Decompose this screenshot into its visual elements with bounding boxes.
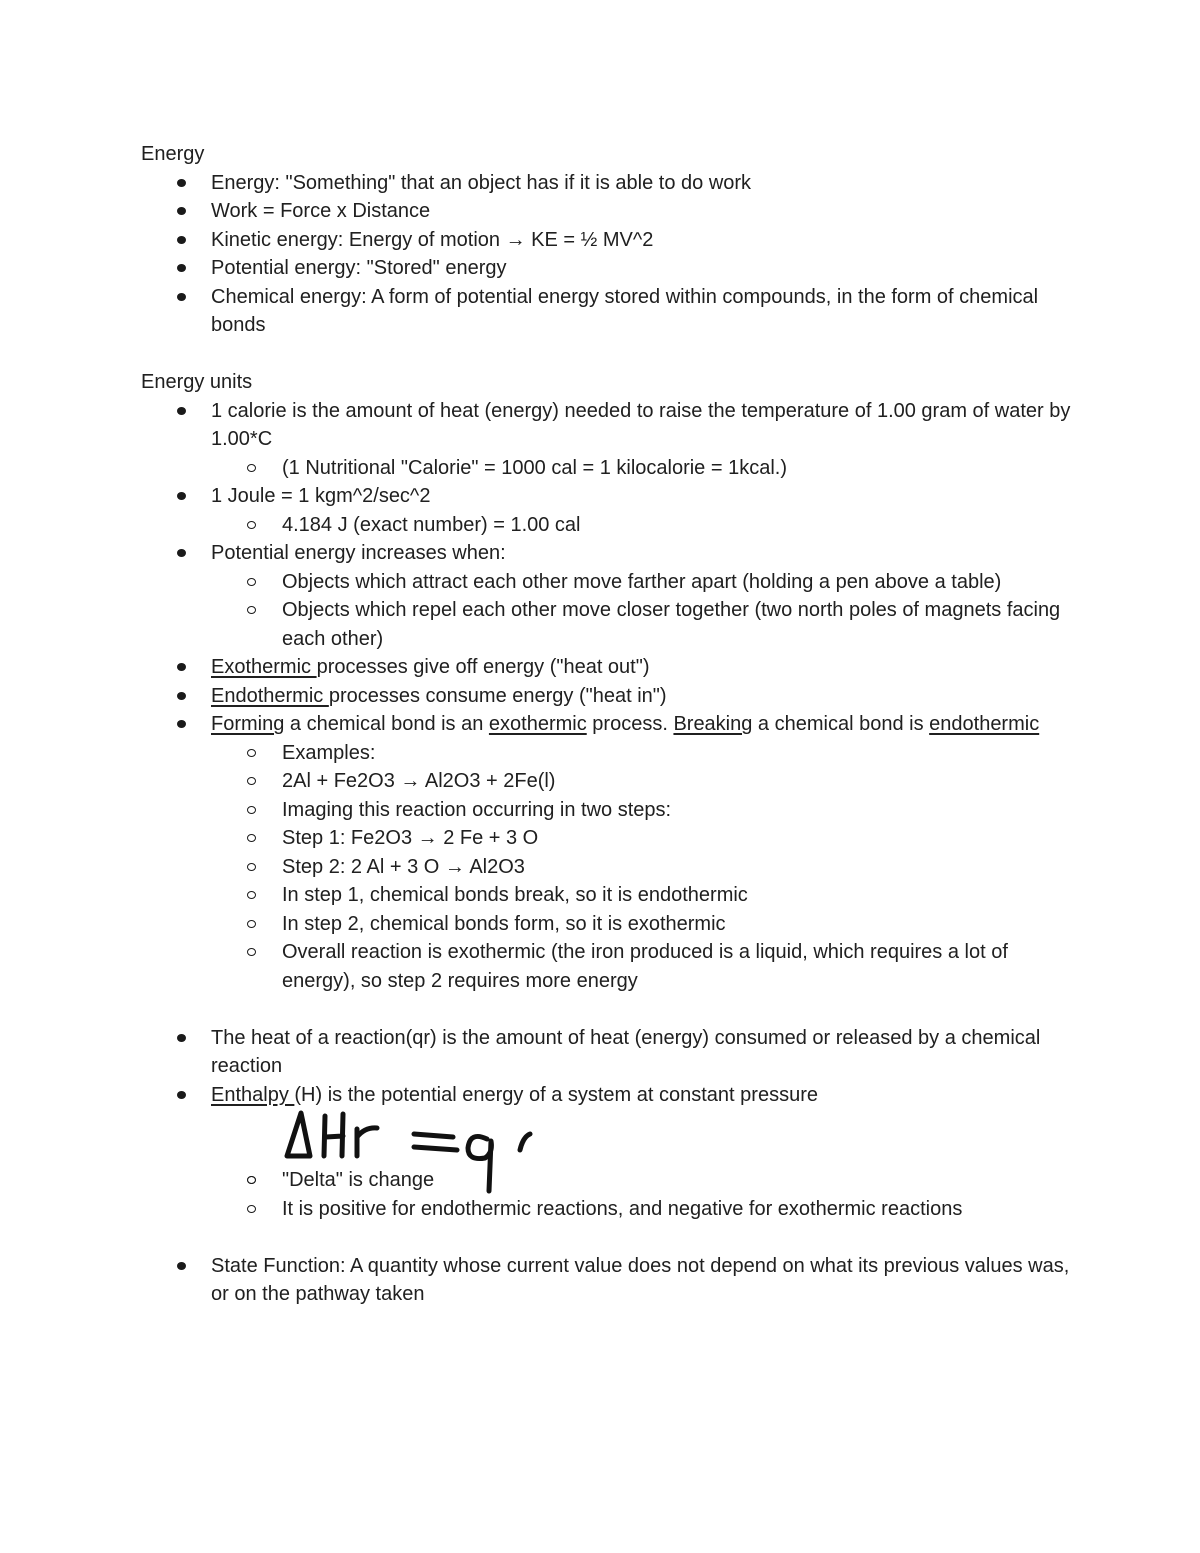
circle-bullet-icon <box>247 1176 256 1184</box>
sub-list-item: In step 2, chemical bonds form, so it is exothermic <box>141 910 1071 939</box>
circle-bullet-icon <box>247 521 256 529</box>
bullet-icon <box>177 179 186 187</box>
sub-list-item: Objects which repel each other move closer together (two north poles of magnets facing each other) <box>141 596 1071 653</box>
sub-list-item: 2Al + Fe2O3 → Al2O3 + 2Fe(l) <box>141 767 1071 796</box>
spacer <box>141 1223 1071 1252</box>
sub-list-item: It is positive for endothermic reactions, and negative for exothermic reactions <box>141 1195 1071 1224</box>
list-item: 1 calorie is the amount of heat (energy) needed to raise the temperature of 1.00 gram of water by 1.00*C <box>141 397 1071 454</box>
list-item: Potential energy increases when: <box>141 539 1071 568</box>
spacer <box>141 340 1071 369</box>
section-heading-energy: Energy <box>141 143 205 165</box>
bullet-icon <box>177 720 186 728</box>
circle-bullet-icon <box>247 920 256 928</box>
list-item: 1 Joule = 1 kgm^2/sec^2 <box>141 482 1071 511</box>
circle-bullet-icon <box>247 948 256 956</box>
sub-list-item: Step 1: Fe2O3 → 2 Fe + 3 O <box>141 824 1071 853</box>
underlined-term: Exothermic <box>211 656 317 678</box>
bullet-icon <box>177 264 186 272</box>
bullet-icon <box>177 207 186 215</box>
bullet-icon <box>177 549 186 557</box>
bullet-icon <box>177 663 186 671</box>
list-item: Potential energy: "Stored" energy <box>141 254 1071 283</box>
list-item: Forming a chemical bond is an exothermic process. Breaking a chemical bond is endothermic <box>141 710 1071 739</box>
sub-list-item: Step 2: 2 Al + 3 O → Al2O3 <box>141 853 1071 882</box>
underlined-term: Breaking <box>673 713 753 735</box>
circle-bullet-icon <box>247 1205 256 1213</box>
sub-list-item: 4.184 J (exact number) = 1.00 cal <box>141 511 1071 540</box>
underlined-term: endothermic <box>929 713 1040 735</box>
sub-list-item: (1 Nutritional "Calorie" = 1000 cal = 1 kilocalorie = 1kcal.) <box>141 454 1071 483</box>
underlined-term: Endothermic <box>211 684 329 707</box>
bullet-icon <box>177 1091 186 1099</box>
circle-bullet-icon <box>247 777 256 785</box>
list-item: Chemical energy: A form of potential energy stored within compounds, in the form of chemical bonds <box>141 283 1071 340</box>
list-item: Exothermic processes give off energy ("heat out") <box>141 653 1071 682</box>
list-item: The heat of a reaction(qr) is the amount of heat (energy) consumed or released by a chemical reaction <box>141 1024 1071 1081</box>
spacer <box>141 995 1071 1024</box>
circle-bullet-icon <box>247 578 256 586</box>
section-heading-energy-units: Energy units <box>141 371 253 393</box>
bullet-icon <box>177 407 186 415</box>
bullet-icon <box>177 1262 186 1270</box>
bullet-icon <box>177 293 186 301</box>
list-item: Energy: "Something" that an object has if it is able to do work <box>141 169 1071 198</box>
circle-bullet-icon <box>247 806 256 814</box>
list-item: Enthalpy (H) is the potential energy of a system at constant pressure <box>141 1081 1071 1110</box>
underlined-term: exothermic <box>488 713 587 735</box>
underlined-term: Enthalpy <box>211 1083 295 1106</box>
circle-bullet-icon <box>247 834 256 842</box>
document-body <box>141 140 1071 1309</box>
bullet-icon <box>177 692 186 700</box>
list-item: State Function: A quantity whose current value does not depend on what its previous values was, or on the pathway taken <box>141 1252 1071 1309</box>
sub-list-item: In step 1, chemical bonds break, so it is endothermic <box>141 881 1071 910</box>
circle-bullet-icon <box>247 606 256 614</box>
sub-list-item: "Delta" is change <box>141 1166 1071 1195</box>
list-item: Kinetic energy: Energy of motion → KE = ½ MV^2 <box>141 226 1071 255</box>
circle-bullet-icon <box>247 749 256 757</box>
bullet-icon <box>177 236 186 244</box>
bullet-icon <box>177 492 186 500</box>
list-item: Endothermic processes consume energy ("heat in") <box>141 682 1071 711</box>
sub-list-item: Imaging this reaction occurring in two steps: <box>141 796 1071 825</box>
underlined-term: Forming <box>211 713 285 735</box>
circle-bullet-icon <box>247 464 256 472</box>
circle-bullet-icon <box>247 863 256 871</box>
sub-list-item: Overall reaction is exothermic (the iron produced is a liquid, which requires a lot of energy), so step 2 requires more energy <box>141 938 1071 995</box>
sub-list-item: Examples: <box>141 739 1071 768</box>
bullet-icon <box>177 1034 186 1042</box>
circle-bullet-icon <box>247 891 256 899</box>
list-item: Work = Force x Distance <box>141 197 1071 226</box>
sub-list-item: Objects which attract each other move farther apart (holding a pen above a table) <box>141 568 1071 597</box>
